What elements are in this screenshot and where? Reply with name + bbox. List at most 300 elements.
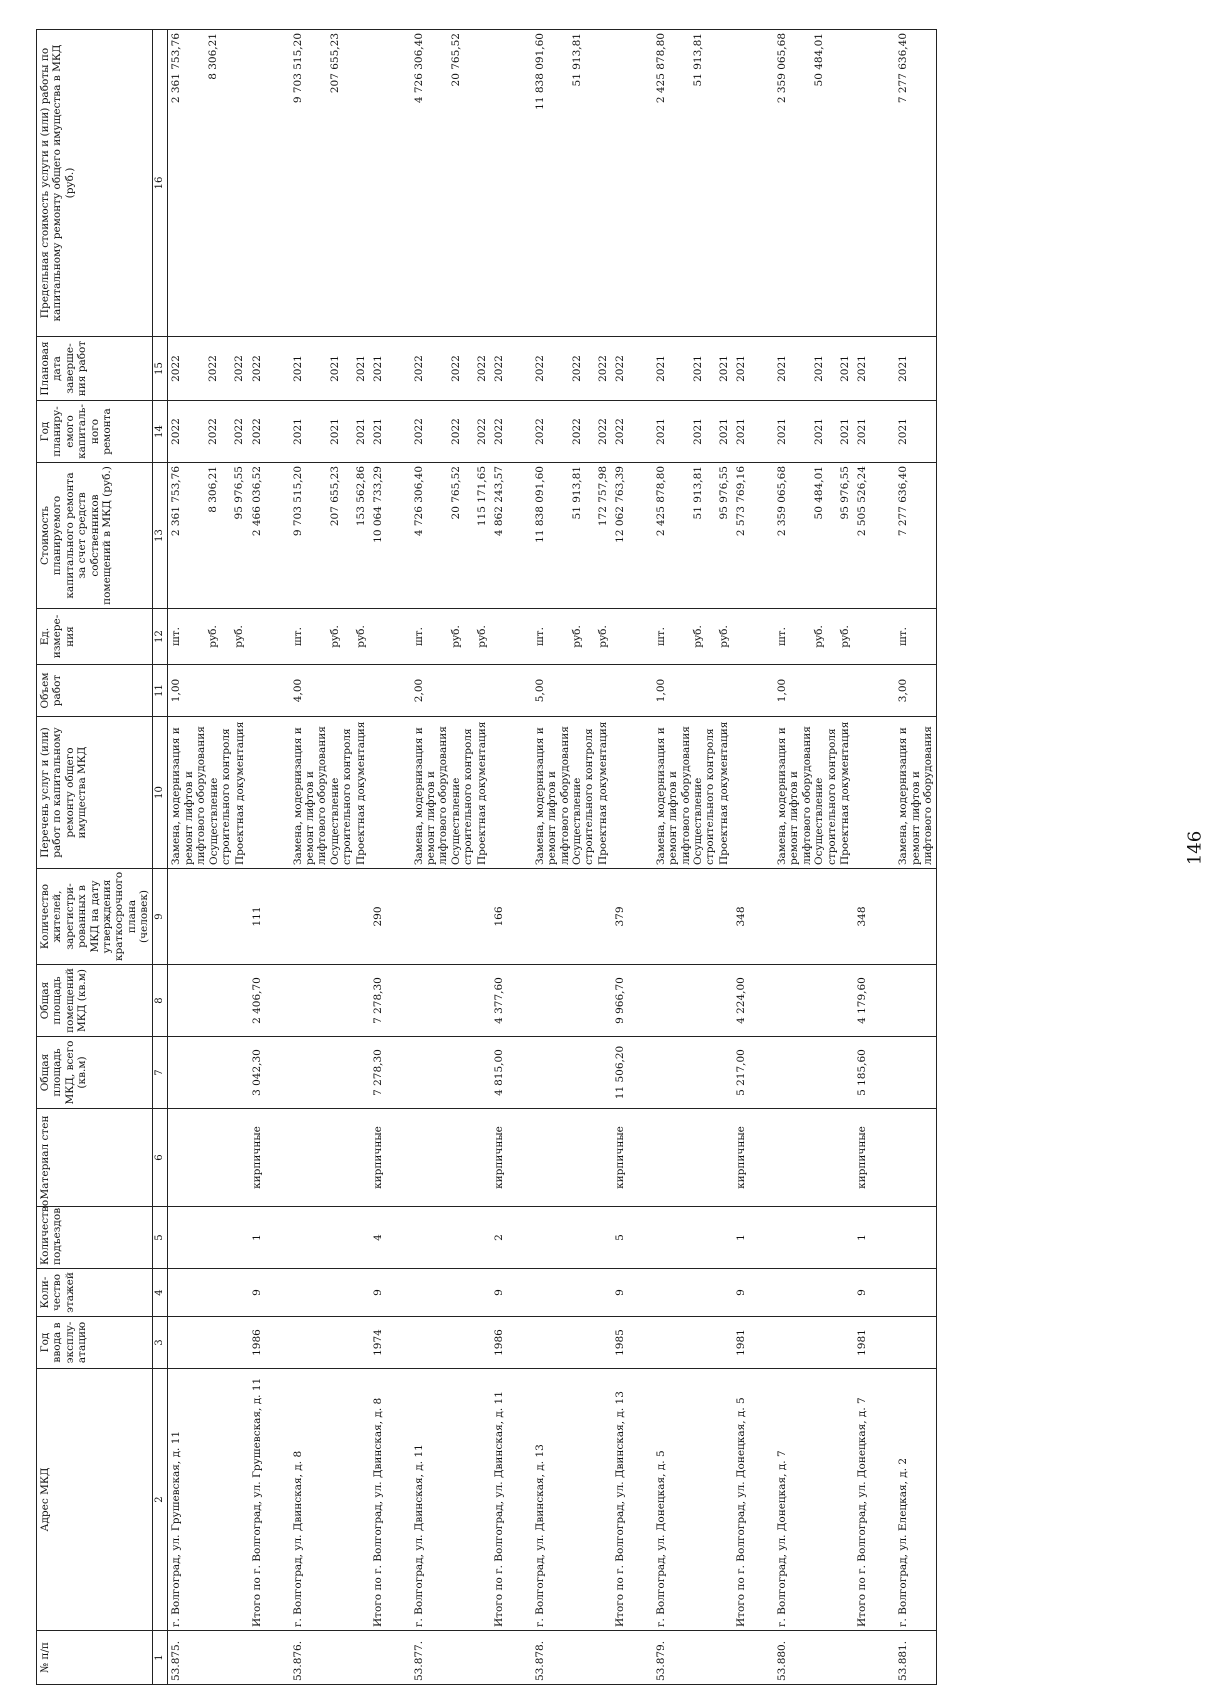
row-address: г. Волгоград, ул. Грушевская, д. 11 bbox=[168, 1369, 249, 1631]
cost-item: 207 655,23 bbox=[328, 466, 341, 527]
row-done-date bbox=[733, 337, 774, 401]
done-date-item: 2022 bbox=[475, 355, 488, 382]
cost-item: 95 976,55 bbox=[717, 466, 730, 520]
volume-item: 1,00 bbox=[776, 678, 788, 703]
row-volume bbox=[733, 665, 774, 717]
cost-item: 172 757,98 bbox=[596, 466, 609, 527]
row-premises-area: 7 278,30 bbox=[370, 965, 411, 1037]
row-number bbox=[854, 1631, 895, 1685]
row-wall-material bbox=[168, 1109, 249, 1207]
row-floors: 9 bbox=[249, 1269, 290, 1317]
row-done-date bbox=[168, 337, 249, 401]
row-unit bbox=[854, 609, 895, 665]
table-row bbox=[653, 30, 733, 1685]
table-row bbox=[854, 30, 895, 1685]
volume-item: 1,00 bbox=[170, 678, 183, 703]
row-year-built: 1986 bbox=[491, 1317, 532, 1369]
row-plan-year bbox=[370, 401, 411, 463]
unit-item: руб. bbox=[354, 625, 367, 648]
row-wall-material bbox=[290, 1109, 370, 1207]
row-done-date bbox=[370, 337, 411, 401]
cost-item: 12 062 763,39 bbox=[613, 466, 626, 543]
done-date-item: 2021 bbox=[813, 355, 825, 382]
row-wall-material: кирпичные bbox=[612, 1109, 653, 1207]
plan-year-item: 2022 bbox=[207, 418, 220, 445]
plan-year-item: 2022 bbox=[233, 418, 246, 445]
row-year-built bbox=[774, 1317, 854, 1369]
plan-year-item: 2021 bbox=[371, 418, 384, 445]
row-year-built: 1981 bbox=[854, 1317, 895, 1369]
cost-item: 4 862 243,57 bbox=[492, 466, 505, 537]
unit-item: шт. bbox=[897, 627, 910, 646]
row-floors: 9 bbox=[491, 1269, 532, 1317]
cost-item: 4 726 306,40 bbox=[412, 466, 425, 537]
unit-item bbox=[735, 612, 772, 661]
row-residents bbox=[532, 869, 612, 965]
volume-item bbox=[450, 668, 476, 713]
column-number: 1 bbox=[153, 1631, 168, 1685]
work-item: Осуществление строительного контроля bbox=[449, 728, 475, 865]
plan-year-item: 2021 bbox=[735, 418, 747, 445]
row-works bbox=[854, 717, 895, 869]
limit-cost-item bbox=[718, 33, 731, 333]
row-number bbox=[612, 1631, 653, 1685]
row-premises-area bbox=[653, 965, 733, 1037]
done-date-item: 2022 bbox=[233, 355, 246, 382]
work-item bbox=[614, 720, 651, 865]
row-address: Итого по г. Волгоград, ул. Грушевская, д. 11 bbox=[249, 1369, 290, 1631]
row-total-area: 5 185,60 bbox=[854, 1037, 895, 1109]
plan-year-item: 2022 bbox=[492, 418, 505, 445]
column-number: 12 bbox=[153, 609, 168, 665]
volume-item bbox=[597, 668, 610, 713]
row-total-area bbox=[168, 1037, 249, 1109]
unit-item: шт. bbox=[170, 627, 183, 646]
row-floors bbox=[774, 1269, 854, 1317]
row-residents: 166 bbox=[491, 869, 532, 965]
row-total-area: 7 278,30 bbox=[370, 1037, 411, 1109]
row-year-built: 1985 bbox=[612, 1317, 653, 1369]
row-done-date bbox=[532, 337, 612, 401]
row-plan-year bbox=[653, 401, 733, 463]
column-header: Перечень услуг и (или) работ по капитальному ремонту общего имущества МКД bbox=[37, 717, 153, 869]
row-year-built bbox=[653, 1317, 733, 1369]
plan-year-item: 2022 bbox=[250, 418, 263, 445]
row-year-built bbox=[290, 1317, 370, 1369]
column-header: Адрес МКД bbox=[37, 1369, 153, 1631]
row-works bbox=[612, 717, 653, 869]
row-limit-cost bbox=[774, 30, 854, 337]
column-number: 6 bbox=[153, 1109, 168, 1207]
row-limit-cost bbox=[895, 30, 937, 337]
row-premises-area bbox=[774, 965, 854, 1037]
limit-cost-item: 11 838 091,60 bbox=[533, 33, 546, 110]
volume-item bbox=[251, 668, 288, 713]
column-header: № п/п bbox=[37, 1631, 153, 1685]
cost-item: 50 484,01 bbox=[813, 466, 825, 520]
row-wall-material: кирпичные bbox=[854, 1109, 895, 1207]
row-address: г. Волгоград, ул. Двинская, д. 11 bbox=[411, 1369, 491, 1631]
table-row bbox=[491, 30, 532, 1685]
row-done-date bbox=[411, 337, 491, 401]
row-limit-cost bbox=[491, 30, 532, 337]
cost-item: 11 838 091,60 bbox=[533, 466, 546, 543]
limit-cost-item bbox=[355, 33, 368, 333]
work-item bbox=[372, 720, 409, 865]
cost-item: 2 573 769,16 bbox=[735, 466, 747, 537]
row-cost bbox=[612, 463, 653, 609]
limit-cost-item: 4 726 306,40 bbox=[412, 33, 425, 104]
row-year-built bbox=[168, 1317, 249, 1369]
plan-year-item: 2022 bbox=[613, 418, 626, 445]
row-residents bbox=[168, 869, 249, 965]
row-year-built bbox=[895, 1317, 937, 1369]
unit-item bbox=[856, 612, 893, 661]
row-wall-material bbox=[532, 1109, 612, 1207]
volume-item bbox=[355, 668, 368, 713]
table-row bbox=[532, 30, 612, 1685]
row-number: 53.877. bbox=[411, 1631, 491, 1685]
work-item: Проектная документация bbox=[354, 721, 367, 865]
done-date-item: 2022 bbox=[492, 355, 505, 382]
row-year-built bbox=[532, 1317, 612, 1369]
unit-item: шт. bbox=[291, 627, 304, 646]
volume-item: 4,00 bbox=[291, 678, 304, 703]
row-unit bbox=[612, 609, 653, 665]
row-volume bbox=[532, 665, 612, 717]
row-premises-area bbox=[532, 965, 612, 1037]
column-number: 15 bbox=[153, 337, 168, 401]
unit-item: руб. bbox=[328, 625, 341, 648]
row-year-built: 1981 bbox=[733, 1317, 774, 1369]
cost-item: 2 359 065,68 bbox=[776, 466, 788, 537]
volume-item bbox=[692, 668, 718, 713]
work-item: Проектная документация bbox=[839, 721, 852, 865]
volume-item bbox=[329, 668, 355, 713]
row-done-date bbox=[854, 337, 895, 401]
volume-item: 5,00 bbox=[533, 678, 546, 703]
row-total-area bbox=[895, 1037, 937, 1109]
row-floors bbox=[411, 1269, 491, 1317]
done-date-item: 2022 bbox=[533, 355, 546, 382]
column-number: 14 bbox=[153, 401, 168, 463]
column-number: 9 bbox=[153, 869, 168, 965]
volume-item: 2,00 bbox=[412, 678, 425, 703]
column-number: 7 bbox=[153, 1037, 168, 1109]
row-cost bbox=[168, 463, 249, 609]
row-total-area: 5 217,00 bbox=[733, 1037, 774, 1109]
table-body bbox=[168, 30, 937, 1685]
cost-item: 2 505 526,24 bbox=[856, 466, 869, 537]
row-residents: 348 bbox=[733, 869, 774, 965]
plan-year-item: 2022 bbox=[533, 418, 546, 445]
done-date-item: 2021 bbox=[654, 355, 667, 382]
row-volume bbox=[290, 665, 370, 717]
limit-cost-item: 2 425 878,80 bbox=[654, 33, 667, 104]
done-date-item: 2022 bbox=[596, 355, 609, 382]
limit-cost-item: 20 765,52 bbox=[449, 33, 462, 87]
row-unit bbox=[370, 609, 411, 665]
plan-year-item: 2021 bbox=[897, 418, 910, 445]
row-address: г. Волгоград, ул. Донецкая, д. 5 bbox=[653, 1369, 733, 1631]
done-date-item: 2022 bbox=[449, 355, 462, 382]
done-date-item: 2021 bbox=[371, 355, 384, 382]
row-residents: 290 bbox=[370, 869, 411, 965]
row-number: 53.880. bbox=[774, 1631, 854, 1685]
volume-item bbox=[735, 668, 772, 713]
row-plan-year bbox=[733, 401, 774, 463]
row-address: г. Волгоград, ул. Двинская, д. 13 bbox=[532, 1369, 612, 1631]
row-wall-material: кирпичные bbox=[370, 1109, 411, 1207]
row-limit-cost bbox=[370, 30, 411, 337]
row-entrances bbox=[653, 1207, 733, 1269]
row-wall-material bbox=[774, 1109, 854, 1207]
limit-cost-item bbox=[597, 33, 610, 333]
row-wall-material: кирпичные bbox=[249, 1109, 290, 1207]
limit-cost-item bbox=[233, 33, 246, 333]
row-total-area bbox=[653, 1037, 733, 1109]
row-address: Итого по г. Волгоград, ул. Донецкая, д. 7 bbox=[854, 1369, 895, 1631]
row-residents bbox=[895, 869, 937, 965]
done-date-item: 2021 bbox=[328, 355, 341, 382]
row-entrances bbox=[774, 1207, 854, 1269]
work-item: Проектная документация bbox=[718, 721, 730, 865]
column-number: 16 bbox=[153, 30, 168, 337]
column-header: Стоимость планируемого капитального ремонта за счет средств собственников помещений в МКД (руб.) bbox=[37, 463, 153, 609]
row-limit-cost bbox=[249, 30, 290, 337]
row-cost bbox=[411, 463, 491, 609]
volume-item bbox=[718, 668, 731, 713]
column-header: Предельная стоимость услуги и (или) работы по капитальному ремонту общего имущества в МКД (руб.) bbox=[37, 30, 153, 337]
row-number bbox=[491, 1631, 532, 1685]
row-residents bbox=[653, 869, 733, 965]
table-row bbox=[895, 30, 937, 1685]
row-cost bbox=[774, 463, 854, 609]
row-entrances: 5 bbox=[612, 1207, 653, 1269]
limit-cost-item bbox=[614, 33, 651, 333]
row-residents: 348 bbox=[854, 869, 895, 965]
row-unit bbox=[653, 609, 733, 665]
row-volume bbox=[249, 665, 290, 717]
table-row bbox=[249, 30, 290, 1685]
row-cost bbox=[290, 463, 370, 609]
work-item: Проектная документация bbox=[233, 721, 246, 865]
plan-year-item: 2021 bbox=[654, 418, 667, 445]
column-number: 8 bbox=[153, 965, 168, 1037]
row-residents bbox=[290, 869, 370, 965]
row-number bbox=[249, 1631, 290, 1685]
column-header: Плановая дата заверше-ния работ bbox=[37, 337, 153, 401]
row-plan-year bbox=[895, 401, 937, 463]
row-plan-year bbox=[491, 401, 532, 463]
cost-item: 51 913,81 bbox=[570, 466, 583, 520]
limit-cost-item bbox=[735, 33, 772, 333]
row-floors: 9 bbox=[733, 1269, 774, 1317]
row-plan-year bbox=[168, 401, 249, 463]
done-date-item: 2022 bbox=[570, 355, 583, 382]
row-works bbox=[411, 717, 491, 869]
done-date-item: 2021 bbox=[735, 355, 747, 382]
plan-year-item: 2021 bbox=[691, 418, 704, 445]
done-date-item: 2022 bbox=[613, 355, 626, 382]
cost-item: 2 466 036,52 bbox=[250, 466, 263, 537]
row-wall-material bbox=[411, 1109, 491, 1207]
row-done-date bbox=[249, 337, 290, 401]
column-number: 13 bbox=[153, 463, 168, 609]
row-wall-material bbox=[895, 1109, 937, 1207]
row-premises-area: 4 179,60 bbox=[854, 965, 895, 1037]
limit-cost-item bbox=[493, 33, 530, 333]
cost-item: 115 171,65 bbox=[475, 466, 488, 527]
unit-item: шт. bbox=[654, 627, 667, 646]
unit-item bbox=[372, 612, 409, 661]
column-number: 2 bbox=[153, 1369, 168, 1631]
row-total-area: 11 506,20 bbox=[612, 1037, 653, 1109]
plan-year-item: 2022 bbox=[475, 418, 488, 445]
row-volume bbox=[653, 665, 733, 717]
plan-year-item: 2022 bbox=[170, 418, 183, 445]
row-address: г. Волгоград, ул. Елецкая, д. 2 bbox=[895, 1369, 937, 1631]
row-unit bbox=[895, 609, 937, 665]
row-done-date bbox=[290, 337, 370, 401]
row-premises-area: 9 966,70 bbox=[612, 965, 653, 1037]
row-floors: 9 bbox=[370, 1269, 411, 1317]
cost-item: 95 976,55 bbox=[233, 466, 246, 520]
row-wall-material: кирпичные bbox=[491, 1109, 532, 1207]
row-residents: 379 bbox=[612, 869, 653, 965]
row-unit bbox=[491, 609, 532, 665]
row-limit-cost bbox=[168, 30, 249, 337]
row-unit bbox=[774, 609, 854, 665]
limit-cost-item: 2 359 065,68 bbox=[776, 33, 788, 104]
volume-item bbox=[207, 668, 233, 713]
row-number: 53.878. bbox=[532, 1631, 612, 1685]
row-year-built: 1974 bbox=[370, 1317, 411, 1369]
row-entrances bbox=[168, 1207, 249, 1269]
plan-year-item: 2022 bbox=[449, 418, 462, 445]
table-row bbox=[290, 30, 370, 1685]
plan-year-item: 2021 bbox=[354, 418, 367, 445]
row-plan-year bbox=[290, 401, 370, 463]
row-number: 53.875. bbox=[168, 1631, 249, 1685]
row-entrances: 1 bbox=[249, 1207, 290, 1269]
row-address: г. Волгоград, ул. Двинская, д. 8 bbox=[290, 1369, 370, 1631]
row-premises-area: 4 224,00 bbox=[733, 965, 774, 1037]
column-header: Количество подъездов bbox=[37, 1207, 153, 1269]
work-item bbox=[856, 720, 893, 865]
cost-item: 51 913,81 bbox=[691, 466, 704, 520]
done-date-item: 2021 bbox=[856, 355, 869, 382]
volume-item bbox=[571, 668, 597, 713]
done-date-item: 2021 bbox=[691, 355, 704, 382]
row-done-date bbox=[491, 337, 532, 401]
column-header: Год планиру-емого капиталь-ного ремонта bbox=[37, 401, 153, 463]
row-total-area bbox=[411, 1037, 491, 1109]
volume-item bbox=[813, 668, 839, 713]
row-total-area bbox=[532, 1037, 612, 1109]
limit-cost-item bbox=[372, 33, 409, 333]
work-item: Проектная документация bbox=[596, 721, 609, 865]
limit-cost-item: 51 913,81 bbox=[691, 33, 704, 87]
row-entrances: 1 bbox=[733, 1207, 774, 1269]
unit-item: руб. bbox=[570, 625, 583, 648]
column-number: 4 bbox=[153, 1269, 168, 1317]
row-floors bbox=[168, 1269, 249, 1317]
volume-item: 1,00 bbox=[654, 678, 667, 703]
table-row bbox=[612, 30, 653, 1685]
row-premises-area bbox=[290, 965, 370, 1037]
row-unit bbox=[733, 609, 774, 665]
row-floors bbox=[653, 1269, 733, 1317]
volume-item: 3,00 bbox=[897, 678, 910, 703]
limit-cost-item: 50 484,01 bbox=[813, 33, 825, 87]
column-number: 5 bbox=[153, 1207, 168, 1269]
row-entrances: 4 bbox=[370, 1207, 411, 1269]
row-works bbox=[895, 717, 937, 869]
row-limit-cost bbox=[653, 30, 733, 337]
done-date-item: 2022 bbox=[250, 355, 263, 382]
row-unit bbox=[168, 609, 249, 665]
row-unit bbox=[411, 609, 491, 665]
row-address: Итого по г. Волгоград, ул. Двинская, д. 11 bbox=[491, 1369, 532, 1631]
column-number: 10 bbox=[153, 717, 168, 869]
unit-item: шт. bbox=[533, 627, 546, 646]
work-item: Замена, модернизация и ремонт лифтов и лифтового оборудования bbox=[897, 726, 934, 865]
row-address: г. Волгоград, ул. Донецкая, д. 7 bbox=[774, 1369, 854, 1631]
row-entrances: 2 bbox=[491, 1207, 532, 1269]
plan-year-item: 2022 bbox=[596, 418, 609, 445]
row-entrances bbox=[411, 1207, 491, 1269]
row-limit-cost bbox=[532, 30, 612, 337]
row-residents bbox=[774, 869, 854, 965]
work-item: Осуществление строительного контроля bbox=[328, 728, 353, 865]
row-limit-cost bbox=[290, 30, 370, 337]
cost-item: 9 703 515,20 bbox=[291, 466, 304, 537]
plan-year-item: 2022 bbox=[412, 418, 425, 445]
unit-item bbox=[251, 612, 288, 661]
done-date-item: 2021 bbox=[776, 355, 788, 382]
row-floors bbox=[290, 1269, 370, 1317]
limit-cost-item bbox=[856, 33, 893, 333]
work-item bbox=[735, 720, 772, 865]
volume-item bbox=[372, 668, 409, 713]
row-limit-cost bbox=[612, 30, 653, 337]
cost-item: 20 765,52 bbox=[449, 466, 462, 520]
row-unit bbox=[532, 609, 612, 665]
unit-item: руб. bbox=[813, 625, 825, 648]
limit-cost-item: 207 655,23 bbox=[328, 33, 341, 94]
volume-item bbox=[476, 668, 489, 713]
column-header: Год ввода в эксплу-атацию bbox=[37, 1317, 153, 1369]
limit-cost-item: 2 361 753,76 bbox=[170, 33, 183, 104]
plan-year-item: 2021 bbox=[776, 418, 788, 445]
row-unit bbox=[249, 609, 290, 665]
row-year-built: 1986 bbox=[249, 1317, 290, 1369]
row-floors: 9 bbox=[854, 1269, 895, 1317]
work-item: Замена, модернизация и ремонт лифтов и лифтового оборудования bbox=[170, 726, 208, 865]
column-header: Коли-чество этажей bbox=[37, 1269, 153, 1317]
row-premises-area bbox=[168, 965, 249, 1037]
plan-year-item: 2021 bbox=[717, 418, 730, 445]
row-volume bbox=[168, 665, 249, 717]
row-works bbox=[653, 717, 733, 869]
row-plan-year bbox=[774, 401, 854, 463]
row-volume bbox=[774, 665, 854, 717]
limit-cost-item bbox=[251, 33, 288, 333]
table-row bbox=[733, 30, 774, 1685]
volume-item bbox=[614, 668, 651, 713]
row-residents bbox=[411, 869, 491, 965]
